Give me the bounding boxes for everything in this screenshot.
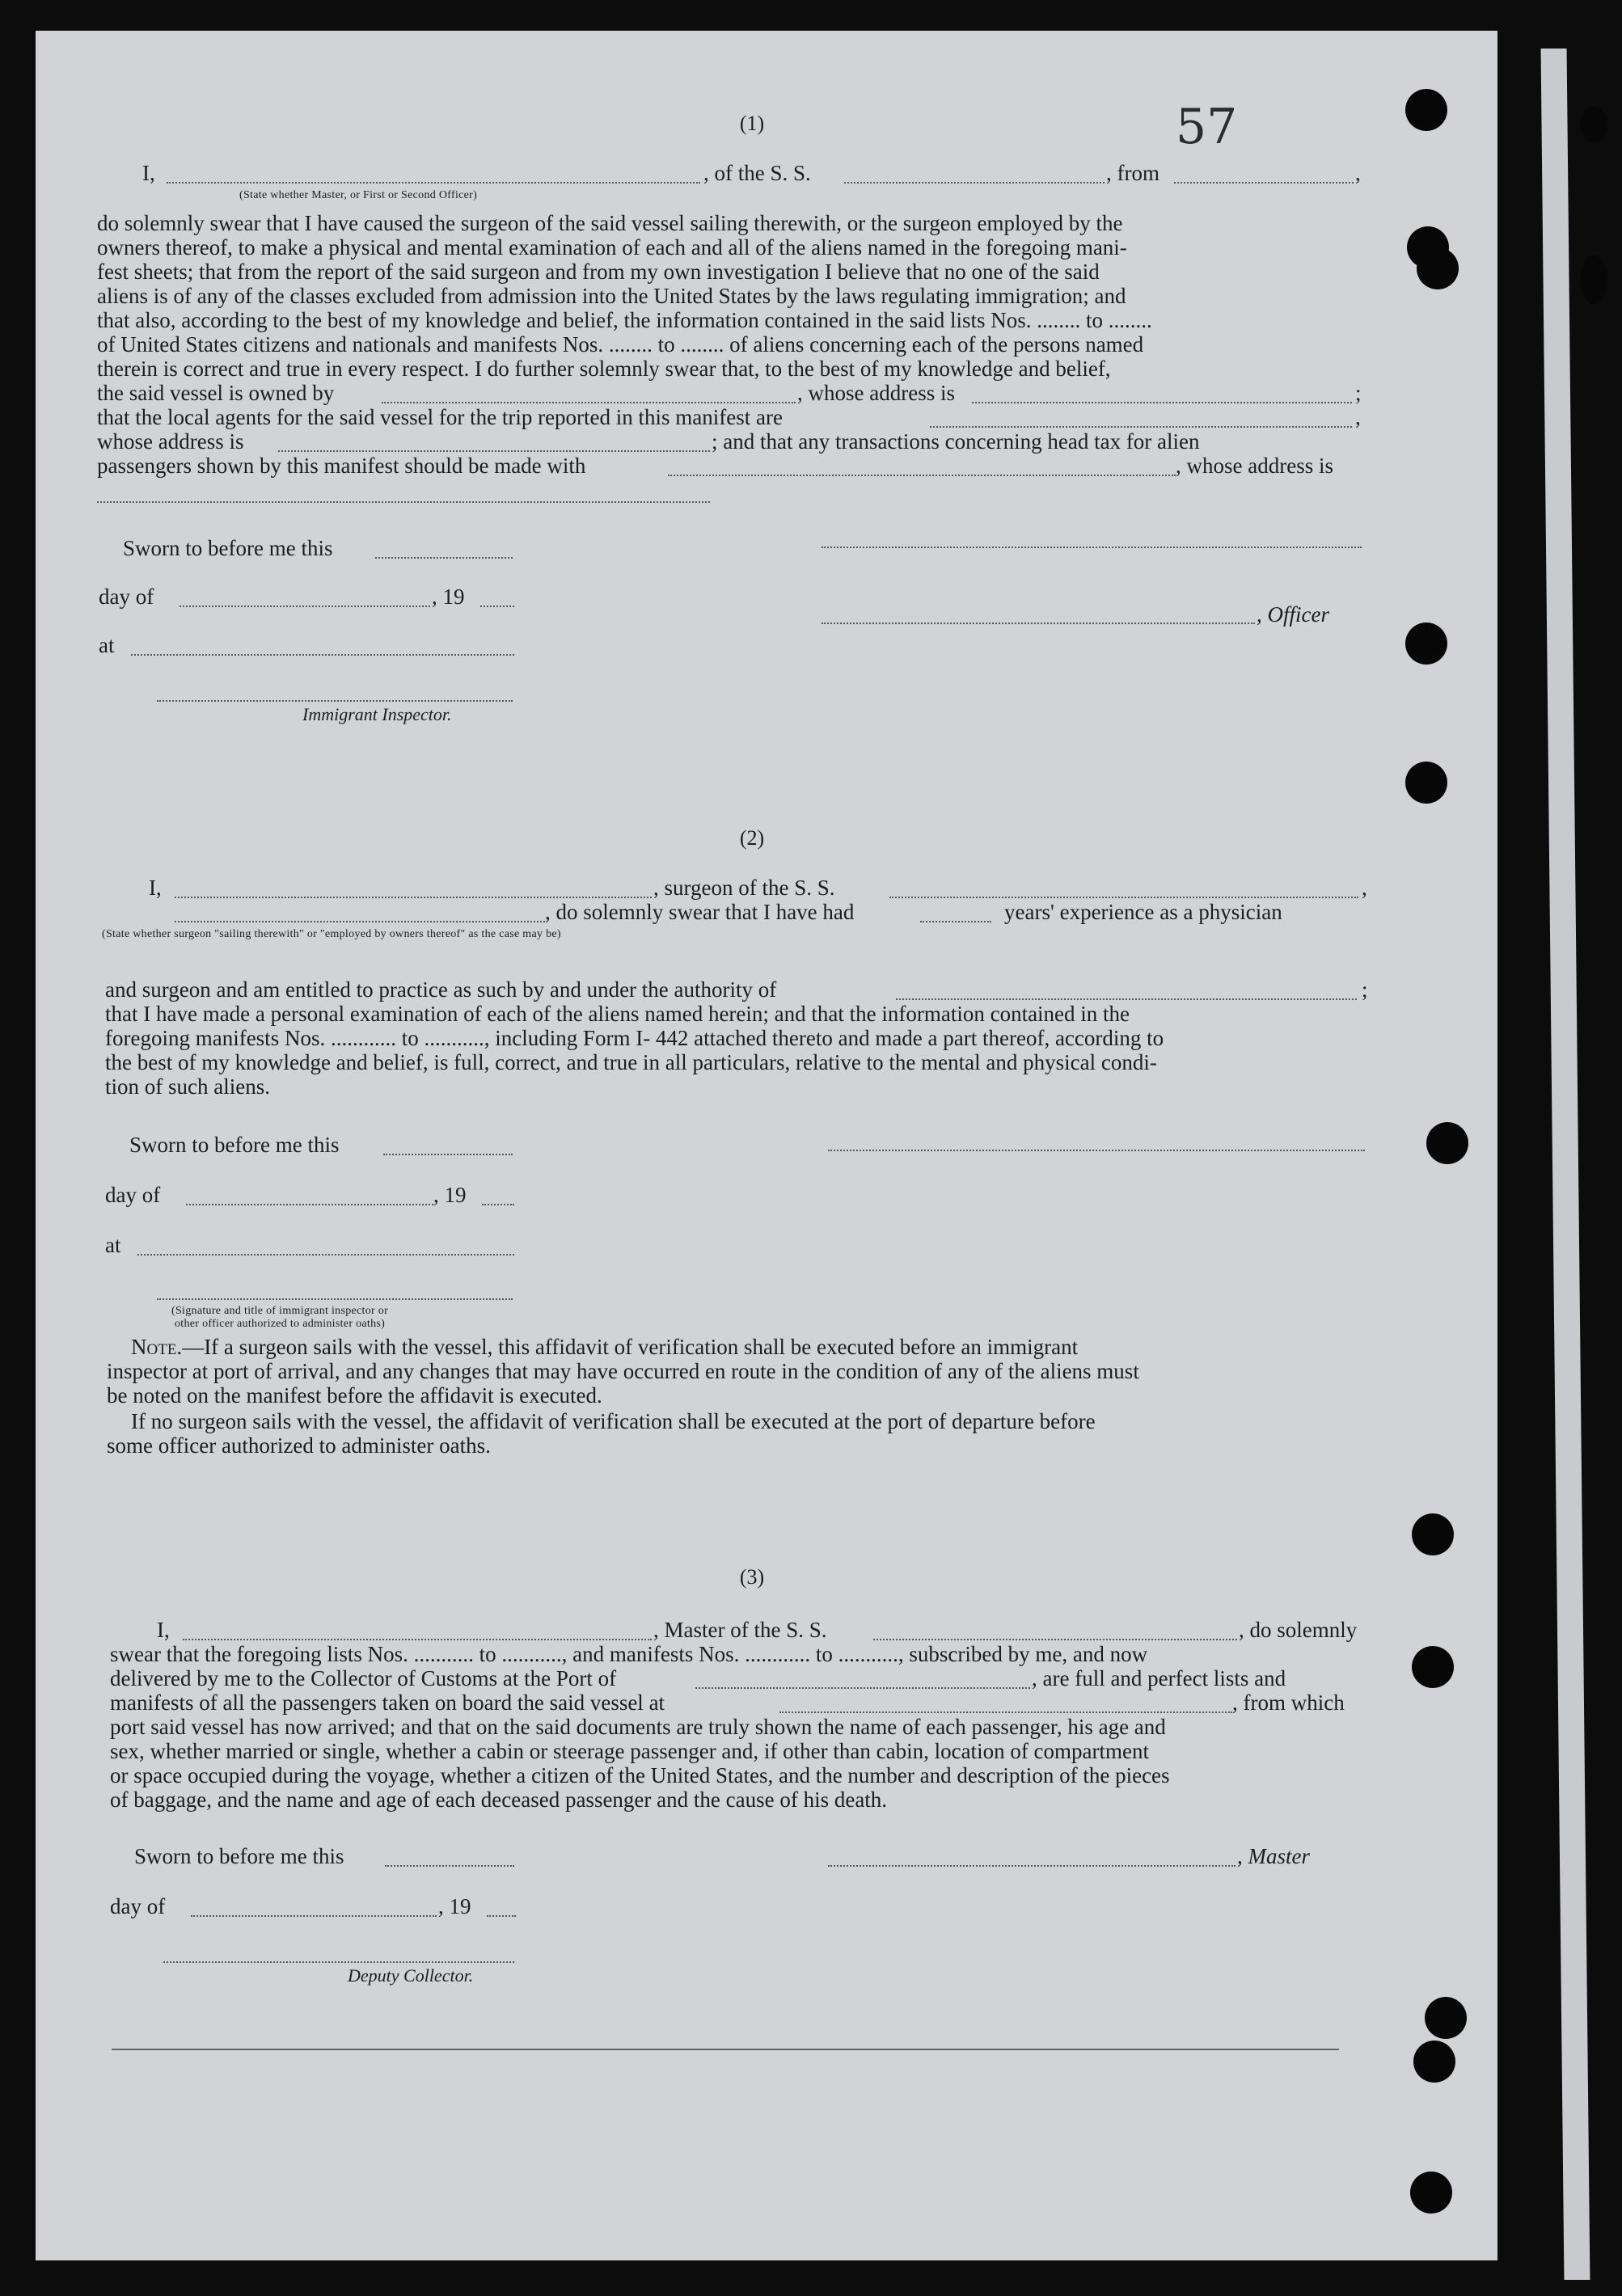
head-tax-contact-field[interactable] <box>668 475 1176 476</box>
surgeon-of-ss-label: , surgeon of the S. S. <box>653 876 835 900</box>
footer-rule <box>112 2049 1339 2050</box>
master-line-4: port said vessel has now arrived; and that on the said documents are truly shown the name of each passenger, his age and <box>110 1715 1166 1739</box>
note-label: Note. <box>131 1335 183 1359</box>
oath-line-2: owners thereof, to make a physical and mental examination of each and all of the aliens named in the foregoing mani- <box>97 235 1127 260</box>
owner-address-label: , whose address is <box>797 381 955 405</box>
master-vessel-field[interactable] <box>873 1639 1237 1640</box>
sworn-date-field-2[interactable] <box>383 1154 513 1155</box>
binder-hole <box>1413 2041 1455 2083</box>
surgeon-note: (State whether surgeon "sailing therewith" or "employed by owners thereof" as the case may be) <box>102 928 561 940</box>
master-signature-field[interactable] <box>828 1865 1236 1867</box>
note-line-4: If no surgeon sails with the vessel, the affidavit of verification shall be executed at the port of departure before <box>131 1409 1096 1433</box>
head-tax-text: ; and that any transactions concerning head tax for alien <box>712 429 1200 454</box>
master-line-7: of baggage, and the name and age of each deceased passenger and the cause of his death. <box>110 1787 888 1812</box>
head-tax-address-label: , whose address is <box>1176 454 1333 478</box>
binder-hole <box>1410 2171 1452 2214</box>
day-of-field-2[interactable] <box>186 1204 433 1205</box>
signature-note-1: (Signature and title of immigrant inspector or <box>171 1305 389 1317</box>
owned-by-label: the said vessel is owned by <box>97 381 335 405</box>
inspector-label: Immigrant Inspector. <box>302 704 452 724</box>
officer-note: (State whether Master, or First or Second Officer) <box>239 189 478 201</box>
at-label-2: at <box>105 1233 121 1257</box>
sworn-label-2: Sworn to before me this <box>129 1133 340 1157</box>
of-ss-label: , of the S. S. <box>703 161 811 185</box>
deputy-label: Deputy Collector. <box>348 1965 474 1986</box>
master-i: I, <box>157 1618 170 1642</box>
from-label: , from <box>1106 161 1159 185</box>
oath-line-1: do solemnly swear that I have caused the surgeon of the said vessel sailing therewith, or the surgeon employed by the <box>97 211 1123 235</box>
sworn-label-3: Sworn to before me this <box>134 1844 344 1868</box>
head-tax-address-field[interactable] <box>97 501 710 503</box>
day-of-label-1: day of <box>99 585 154 609</box>
agents-address-label: whose address is <box>97 429 244 454</box>
officer-name-field[interactable] <box>167 182 700 184</box>
binder-hole <box>1405 762 1447 804</box>
day-of-field-3[interactable] <box>191 1915 437 1917</box>
do-solemnly-label: , do solemnly <box>1239 1618 1358 1642</box>
at-label-1: at <box>99 633 115 657</box>
from-comma: , <box>1355 161 1361 185</box>
sworn-label-1: Sworn to before me this <box>123 536 333 560</box>
binder-hole <box>1405 89 1447 131</box>
oath-line-5: that also, according to the best of my knowledge and belief, the information contained in the said lists Nos. ........ to ........ <box>97 308 1152 332</box>
oath-line-7: therein is correct and true in every respect. I do further solemnly swear that, to the best of my knowledge and belief, <box>97 357 1111 381</box>
year-label-1: , 19 <box>432 585 465 609</box>
surgeon-status-field[interactable] <box>175 921 545 922</box>
note-line-3: be noted on the manifest before the affidavit is executed. <box>107 1383 602 1408</box>
surgeon-vessel-comma: , <box>1362 876 1367 900</box>
note-line-2: inspector at port of arrival, and any changes that may have occurred en route in the condition of any of the aliens must <box>107 1359 1139 1383</box>
binder-hole <box>1417 247 1459 289</box>
master-name-field[interactable] <box>183 1639 652 1640</box>
agents-label: that the local agents for the said vessel for the trip reported in this manifest are <box>97 405 783 429</box>
officer-signature-field[interactable] <box>822 547 1362 548</box>
year-field-1[interactable] <box>480 606 514 607</box>
section-2-number: (2) <box>739 826 765 850</box>
embark-port-label: manifests of all the passengers taken on board the said vessel at <box>110 1690 665 1715</box>
from-which-label: , from which <box>1232 1690 1345 1715</box>
collector-port-label: delivered by me to the Collector of Customs at the Port of <box>110 1666 617 1690</box>
agents-field[interactable] <box>930 426 1352 428</box>
oath-line-4: aliens is of any of the classes excluded from admission into the United States by the laws regulating immigration; and <box>97 284 1126 308</box>
note-line-1 <box>131 1334 1078 1360</box>
witness-signature-field[interactable] <box>157 1298 513 1300</box>
year-field-2[interactable] <box>482 1204 514 1205</box>
master-line-5: sex, whether married or single, whether a cabin or steerage passenger and, if other than cabin, location of compartment <box>110 1739 1150 1763</box>
surgeon-name-field[interactable] <box>175 897 652 898</box>
at-field-2[interactable] <box>137 1254 514 1256</box>
agents-address-field[interactable] <box>278 450 710 452</box>
master-of-ss-label: , Master of the S. S. <box>653 1618 827 1642</box>
master-line-6: or space occupied during the voyage, whether a citizen of the United States, and the number and description of the pieces <box>110 1763 1170 1787</box>
surgeon-vessel-field[interactable] <box>889 897 1358 898</box>
day-of-field-1[interactable] <box>180 606 430 607</box>
adjacent-sheet-edge <box>1541 49 1590 2280</box>
day-of-label-2: day of <box>105 1183 161 1207</box>
at-field-1[interactable] <box>131 654 514 656</box>
collector-port-field[interactable] <box>695 1687 1030 1689</box>
owner-semicolon: ; <box>1355 381 1362 405</box>
day-of-label-3: day of <box>110 1894 166 1918</box>
note-line-5: some officer authorized to administer oaths. <box>107 1433 491 1458</box>
binder-hole <box>1412 1513 1454 1555</box>
master-line-1: swear that the foregoing lists Nos. ........... to ..........., and manifests Nos. ............ to ..........., subscribed by me, and now <box>110 1642 1148 1666</box>
binder-hole <box>1412 1646 1454 1688</box>
surgeon-i: I, <box>149 876 162 900</box>
handwritten-page-number: 57 <box>1176 99 1238 155</box>
sworn-date-field-1[interactable] <box>375 557 513 559</box>
years-label: years' experience as a physician <box>1004 900 1282 924</box>
authority-field[interactable] <box>896 998 1357 1000</box>
surgeon-line-2: foregoing manifests Nos. ............ to ..........., including Form I- 442 attached thereto and made a part thereof, according to <box>105 1026 1164 1050</box>
departure-port-field[interactable] <box>1174 182 1354 184</box>
section-3-number: (3) <box>739 1565 765 1589</box>
owner-address-field[interactable] <box>972 402 1352 403</box>
manifest-page <box>36 31 1497 2260</box>
surgeon-signature-field[interactable] <box>828 1150 1365 1151</box>
surgeon-line-3: the best of my knowledge and belief, is full, correct, and true in all particulars, relative to the mental and physical condi- <box>105 1050 1157 1074</box>
embark-port-field[interactable] <box>779 1711 1232 1713</box>
year-label-3: , 19 <box>438 1894 471 1918</box>
officer-label: , Officer <box>1257 602 1329 627</box>
year-label-2: , 19 <box>433 1183 467 1207</box>
authority-label: and surgeon and am entitled to practice as such by and under the authority of <box>105 977 777 1002</box>
swear-label: , do solemnly swear that I have had <box>545 900 855 924</box>
owner-field[interactable] <box>382 402 796 403</box>
authority-semicolon: ; <box>1362 977 1368 1002</box>
master-label: , Master <box>1237 1844 1310 1868</box>
binder-hole <box>1426 1122 1468 1164</box>
binder-hole <box>1580 255 1607 304</box>
note-first-text: —If a surgeon sails with the vessel, this affidavit of verification shall be executed before an immigrant <box>182 1335 1079 1359</box>
full-perfect-label: , are full and perfect lists and <box>1032 1666 1286 1690</box>
officer-title-field[interactable] <box>822 623 1255 624</box>
surgeon-line-4: tion of such aliens. <box>105 1074 270 1099</box>
agents-comma: , <box>1355 405 1361 429</box>
oath-line-3: fest sheets; that from the report of the said surgeon and from my own investigation I believe that no one of the said <box>97 260 1100 284</box>
sworn-date-field-3[interactable] <box>385 1865 514 1867</box>
binder-hole <box>1405 623 1447 665</box>
surgeon-line-1: that I have made a personal examination of each of the aliens named herein; and that the information contained in the <box>105 1002 1130 1026</box>
binder-hole <box>1425 1997 1467 2039</box>
head-tax-contact-label: passengers shown by this manifest should be made with <box>97 454 586 478</box>
oath-i: I, <box>142 161 155 185</box>
binder-hole <box>1580 107 1607 142</box>
signature-note-2: other officer authorized to administer oaths) <box>175 1318 386 1330</box>
year-field-3[interactable] <box>487 1915 516 1917</box>
oath-line-6: of United States citizens and nationals and manifests Nos. ........ to ........ of aliens concerning each of the persons named <box>97 332 1144 357</box>
years-field[interactable] <box>920 921 991 922</box>
vessel-name-field[interactable] <box>844 182 1105 184</box>
section-1-number: (1) <box>739 112 765 135</box>
